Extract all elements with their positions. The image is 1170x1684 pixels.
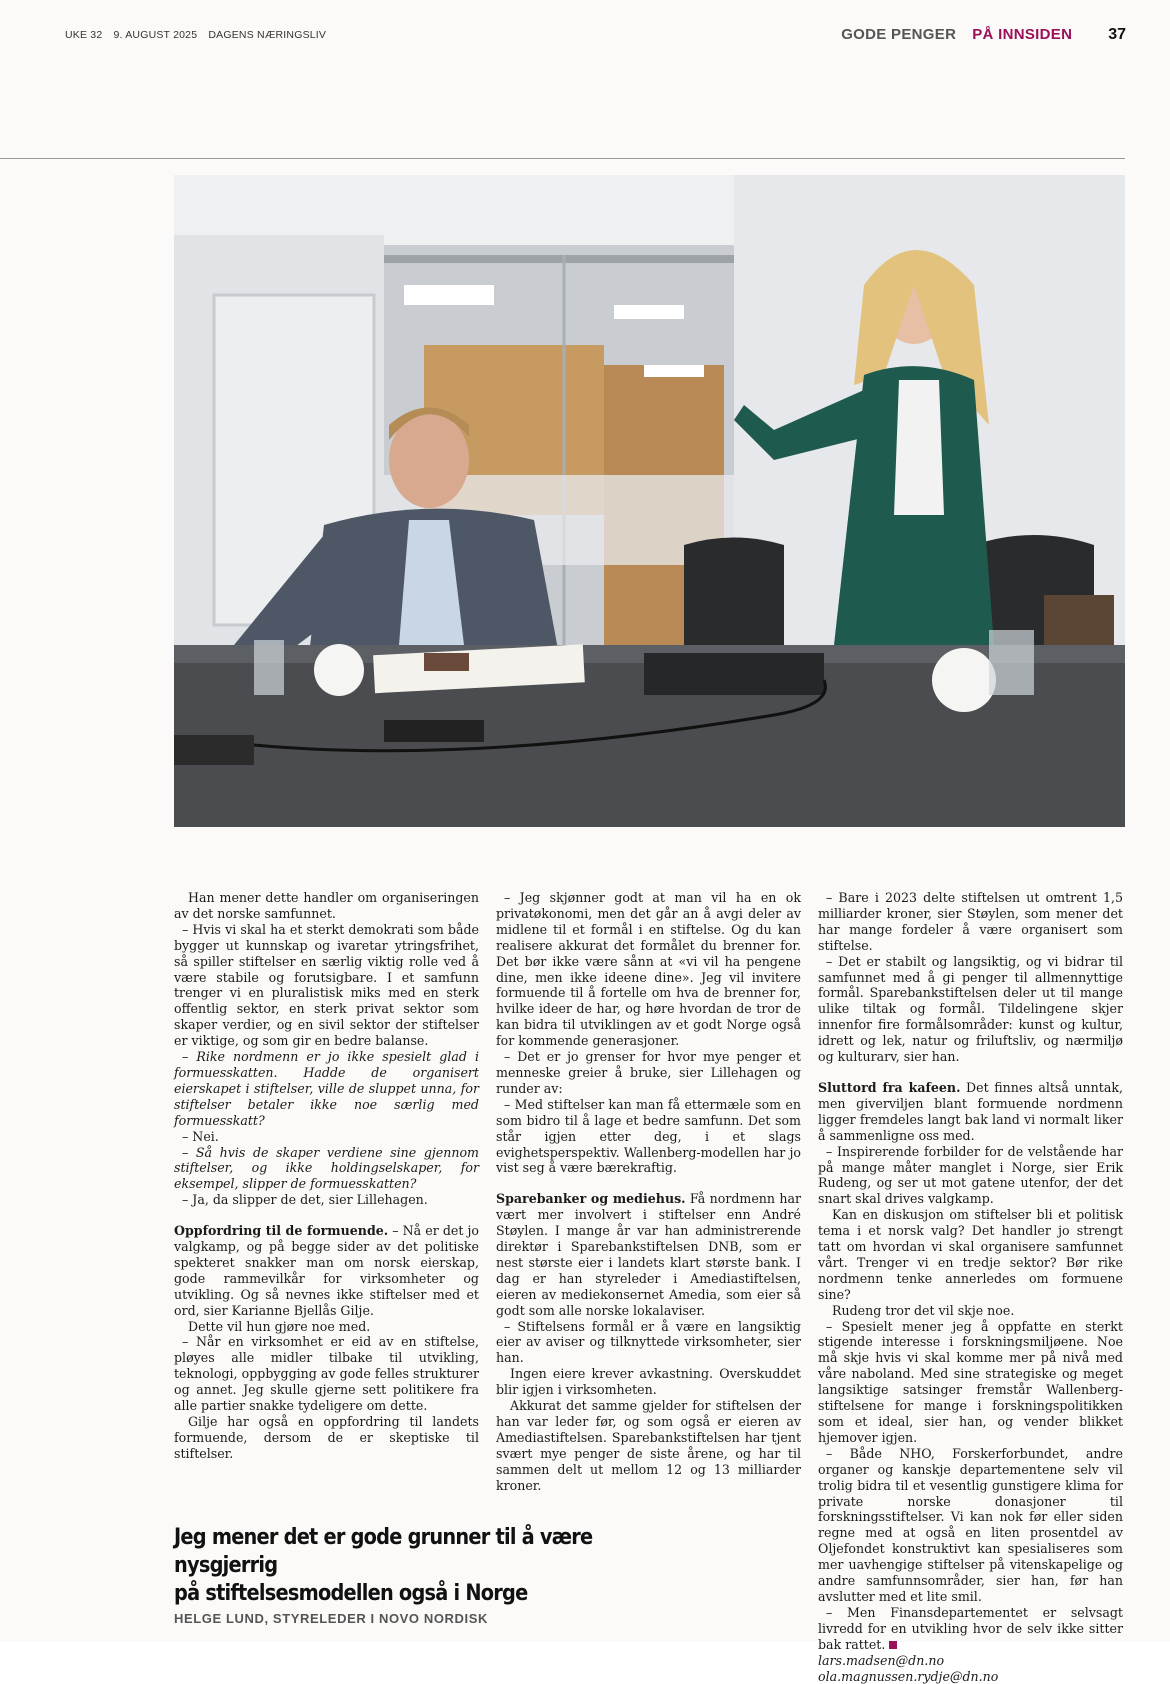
paragraph: Gilje har også en oppfordring til landets formuende, dersom de er skeptiske til stiftelser. [174, 1414, 479, 1462]
section-label-gode-penger: GODE PENGER [841, 26, 956, 43]
section-label-pa-innsiden: PÅ INNSIDEN [972, 26, 1072, 43]
paragraph: – Hvis vi skal ha et sterkt demokrati som både bygger ut kunnskap og ivaretar ytringsfrihet, så spiller stiftelser en særlig viktig rolle ved å være stabile og forutsigbare. I et samfunn trenger vi en pluralistisk miks med en sterk offentlig sektor, en sterk privat sektor som skaper verdier, og en sivil sektor der stiftelser er viktige, og som gir en bedre balanse. [174, 922, 479, 1049]
paragraph: Akkurat det samme gjelder for stiftelsen der han var leder før, og som også er eieren av Amediastiftelsen. Sparebankstiftelsen har tjent svært mye penger de siste årene, og har til sammen delt ut mellom 12 og 13 milliarder kroner. [496, 1398, 801, 1493]
paragraph: – Med stiftelser kan man få ettermæle som en som bidro til å lage et bedre samfunn. Det som står igjen etter deg, i et slags evighetsperspektiv. Wallenberg-modellen har jo vist seg å være bærekraftig. [496, 1097, 801, 1177]
header-publication: DAGENS NÆRINGSLIV [208, 29, 326, 41]
paragraph: Rudeng tror det vil skje noe. [818, 1303, 1123, 1319]
subheading: Sluttord fra kafeen. [818, 1080, 960, 1095]
header-week: UKE 32 [65, 29, 102, 41]
paragraph: – Inspirerende forbilder for de velstående har på mange måter manglet i Norge, sier Erik Rudeng, og ser ut mot gatene utenfor, der det snart skal drives valgkamp. [818, 1144, 1123, 1208]
author-email[interactable]: ola.magnussen.rydje@dn.no [818, 1669, 1123, 1684]
header-divider [0, 158, 1125, 159]
paragraph-with-subhead: Sluttord fra kafeen. Det finnes altså unntak, men giverviljen blant formuende nordmenn ligger fremdeles langt bak land vi normalt liker å sammenligne oss med. [818, 1080, 1123, 1144]
article-column-1 [174, 890, 479, 1462]
paragraph: – Bare i 2023 delte stiftelsen ut omtrent 1,5 milliarder kroner, sier Støylen, som mener det har mange fordeler å være organisert som stiftelse. [818, 890, 1123, 954]
header-meta [65, 29, 334, 41]
paragraph: – Det er jo grenser for hvor mye penger et menneske greier å bruke, sier Lillehagen og runder av: [496, 1049, 801, 1097]
paragraph: – Stiftelsens formål er å være en langsiktig eier av aviser og tilknyttede virksomheter, sier han. [496, 1319, 801, 1367]
header-date: 9. AUGUST 2025 [114, 29, 198, 41]
paragraph: Dette vil hun gjøre noe med. [174, 1319, 479, 1335]
article-column-2 [496, 890, 801, 1494]
photo-meeting-room-icon [174, 175, 1125, 827]
paragraph: Ingen eiere krever avkastning. Overskuddet blir igjen i virksomheten. [496, 1366, 801, 1398]
article-column-3 [818, 890, 1123, 1684]
pull-quote-text: Jeg mener det er gode grunner til å være nysgjerrig på stiftelsesmodellen også i Norge [174, 1523, 656, 1607]
pull-quote-attribution: HELGE LUND, STYRELEDER I NOVO NORDISK [174, 1611, 654, 1626]
paragraph-final: – Men Finansdepartementet er selvsagt livredd for en utvikling hvor de selv ikke sitter bak rattet. [818, 1605, 1123, 1653]
author-email[interactable]: lars.madsen@dn.no [818, 1653, 1123, 1669]
paragraph: Han mener dette handler om organiseringen av det norske samfunnet. [174, 890, 479, 922]
paragraph: – Ja, da slipper de det, sier Lillehagen. [174, 1192, 479, 1208]
subheading: Oppfordring til de formuende. [174, 1223, 388, 1238]
paragraph: Kan en diskusjon om stiftelser bli et politisk tema i et norsk valg? Det handler jo strengt tatt om hvordan vi skal organisere samfunnet vårt. Trenger vi en tredje sektor? Bør rike nordmenn tenke annerledes om formuene sine? [818, 1207, 1123, 1302]
paragraph: – Nei. [174, 1129, 479, 1145]
subheading: Sparebanker og mediehus. [496, 1191, 686, 1206]
page-number: 37 [1108, 26, 1126, 44]
paragraph: – Når en virksomhet er eid av en stiftelse, pløyes alle midler tilbake til utvikling, teknologi, oppbygging av gode felles strukturer og annet. Jeg skulle gjerne sett politikere fra alle partier snakke tydeligere om dette. [174, 1334, 479, 1414]
paragraph: – Jeg skjønner godt at man vil ha en ok privatøkonomi, men det går an å avgi deler av midlene til et formål i en stiftelse. Og du kan realisere akkurat det formålet du brenner for. Det bør ikke være sånn at «vi vil ha pengene dine, men ikke ideene dine». Jeg vil invitere formuende til å fortelle om hva de brenner for, hvilke ideer de har, og høre hvordan de tror de kan bidra til utviklingen av et godt Norge også for kommende generasjoner. [496, 890, 801, 1049]
pull-quote [174, 1523, 654, 1626]
paragraph-with-subhead: Sparebanker og mediehus. Få nordmenn har vært mer involvert i stiftelser enn André Støylen. I mange år var han administrerende direktør i Sparebankstiftelsen DNB, som er nest største eier i landets klart største bank. I dag er han styreleder i Amediastiftelsen, eieren av mediekonsernet Amedia, som eier så godt som alle norske lokalaviser. [496, 1191, 801, 1318]
paragraph: – Spesielt mener jeg å oppfatte en sterkt stigende interesse i forskningsmiljøene. Noe må skje hvis vi skal komme mer på nivå med våre naboland. Med sine strategiske og meget langsiktige satsinger fremstår Wallenberg-stiftelsene for mange i forskningspolitikken som et ideal, sier han, og vender blikket hjemover igjen. [818, 1319, 1123, 1446]
page-header [0, 0, 1170, 80]
interview-question: – Rike nordmenn er jo ikke spesielt glad i formuesskatten. Hadde de organisert eierskapet i stiftelser, ville de sluppet unna, for stiftelser betaler ikke noe særlig med formuesskatt? [174, 1049, 479, 1129]
paragraph: – Både NHO, Forskerforbundet, andre organer og kanskje departementene selv vil trolig bidra til et vesentlig gunstigere klima for private norske donasjoner til forskningsstiftelser. Vi kan nok før eller siden regne med at også en liten prosentdel av Oljefondet konstruktivt kan spesialiseres som mer uavhengige stiftelser på vitenskapelige og andre samfunnsområder, sier han, før han avslutter med et lite smil. [818, 1446, 1123, 1605]
paragraph-with-subhead: Oppfordring til de formuende. – Nå er det jo valgkamp, og på begge sider av det politiske spekteret snakker man om norsk eierskap, gode rammevilkår for virksomheter og utvikling. Og så nevnes ikke stiftelser med et ord, sier Karianne Bjellås Gilje. [174, 1223, 479, 1318]
paragraph: – Det er stabilt og langsiktig, og vi bidrar til samfunnet med å gi penger til allmennyttige formål. Sparebankstiftelsen deler ut til mange ulike tiltak og formål. Tildelingene skjer innenfor fire formålsområder: kunst og kultur, idrett og lek, natur og friluftsliv, og nærmiljø og kulturarv, sier han. [818, 954, 1123, 1065]
interview-question: – Så hvis de skaper verdiene sine gjennom stiftelser, og ikke holdingselskaper, for eksempel, slipper de formuesskatten? [174, 1145, 479, 1193]
article-photo [174, 175, 1125, 827]
header-sections [841, 26, 1126, 44]
